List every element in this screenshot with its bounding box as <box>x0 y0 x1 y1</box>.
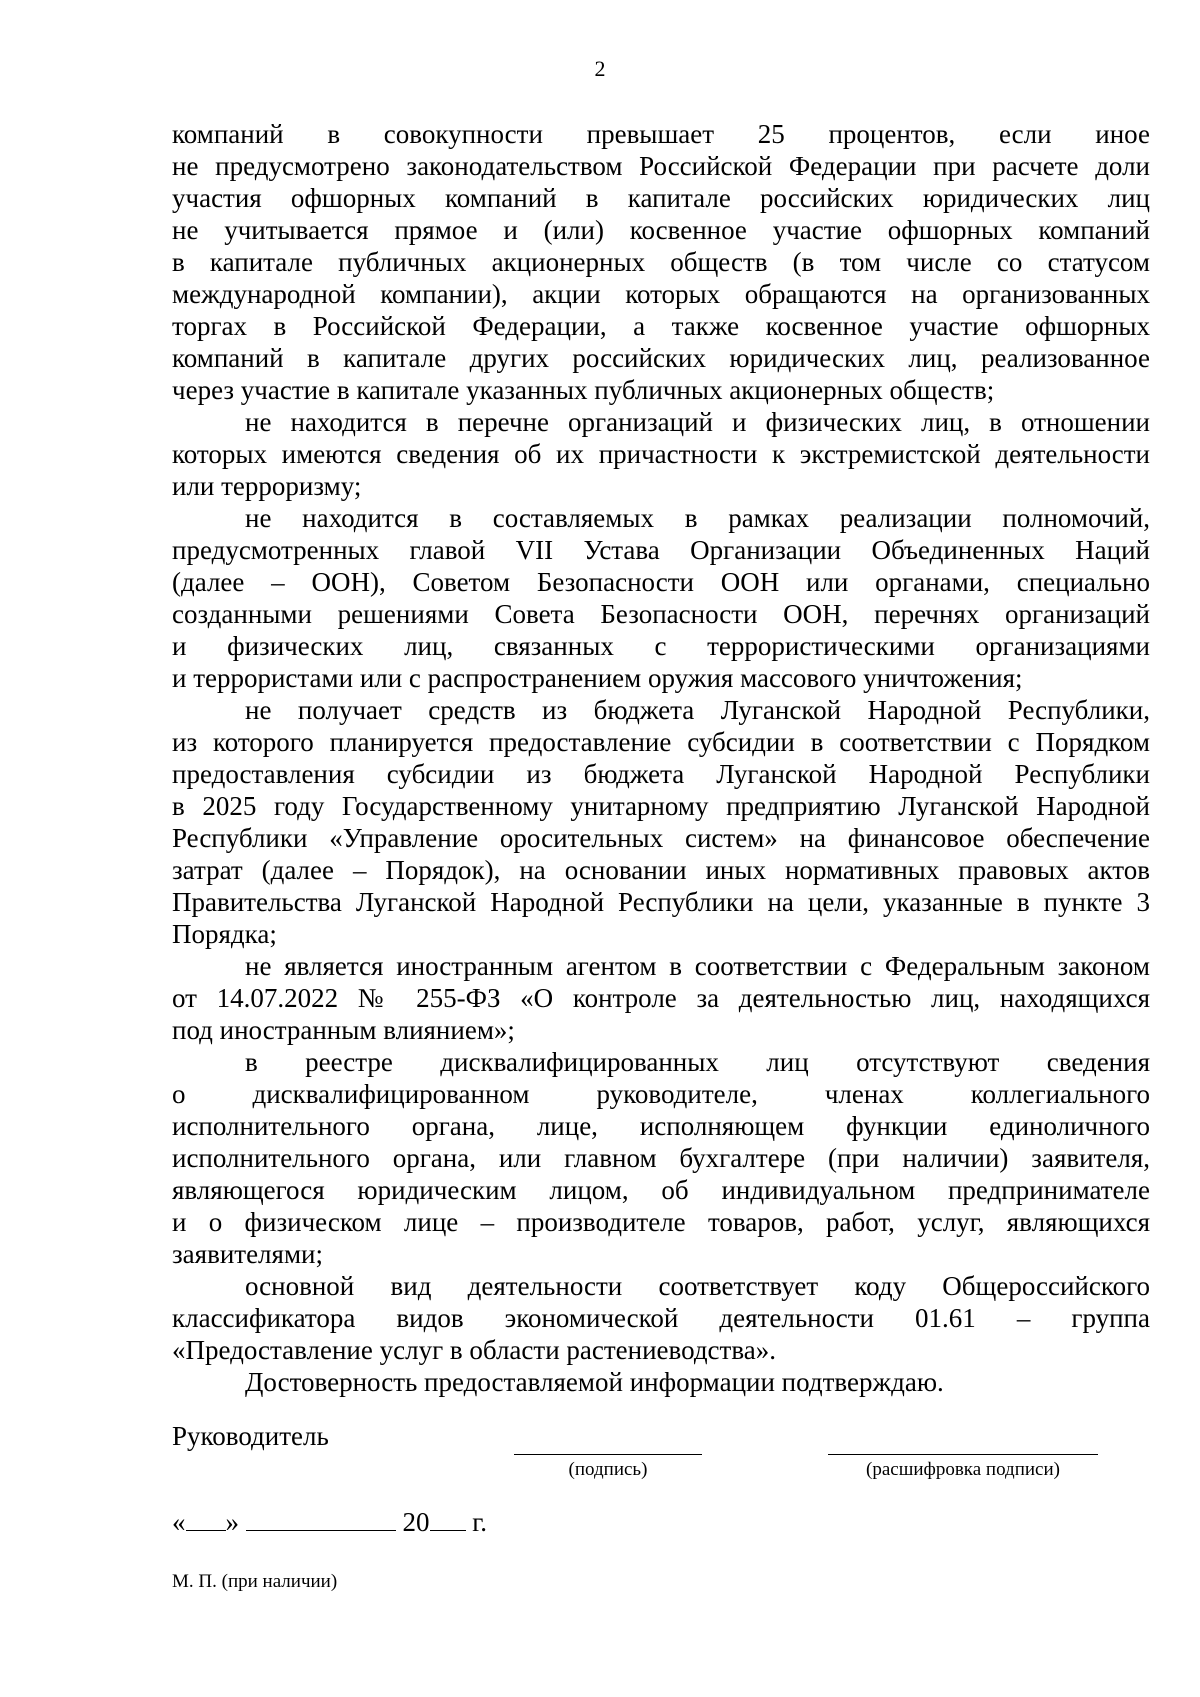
text-line: заявителями; <box>172 1239 323 1269</box>
text-line: и физических лиц, связанных с террористическими организациями <box>172 631 1150 661</box>
document-body <box>172 118 1150 1398</box>
stamp-note: М. П. (при наличии) <box>172 1571 338 1592</box>
date-close-quote: » <box>225 1507 239 1537</box>
paragraph <box>172 502 1150 694</box>
text-line: компаний в капитале других российских юридических лиц, реализованное <box>172 343 1150 373</box>
text-line: о дисквалифицированном руководителе, членах коллегиального <box>172 1079 1150 1109</box>
signature-line <box>514 1454 702 1455</box>
paragraph <box>172 1046 1150 1270</box>
date-month-blank <box>246 1506 396 1531</box>
text-line: «Предоставление услуг в области растениеводства». <box>172 1335 776 1365</box>
text-line: компаний в совокупности превышает 25 процентов, если иное <box>172 119 1150 149</box>
text-line: которых имеются сведения об их причастности к экстремистской деятельности <box>172 439 1150 469</box>
text-line: в капитале публичных акционерных обществ (в том числе со статусом <box>172 247 1150 277</box>
name-decoding-line <box>828 1454 1098 1455</box>
paragraph <box>172 694 1150 950</box>
text-line: не является иностранным агентом в соответствии с Федеральным законом <box>245 951 1150 981</box>
text-line: Правительства Луганской Народной Республики на цели, указанные в пункте 3 <box>172 887 1150 917</box>
text-line: в реестре дисквалифицированных лиц отсутствуют сведения <box>245 1047 1150 1077</box>
text-line: и о физическом лице – производителе товаров, работ, услуг, являющихся <box>172 1207 1150 1237</box>
date-line <box>172 1506 487 1538</box>
text-line: не находится в перечне организаций и физических лиц, в отношении <box>245 407 1150 437</box>
text-line: международной компании), акции которых обращаются на организованных <box>172 279 1150 309</box>
paragraph <box>172 1366 1150 1398</box>
text-line: под иностранным влиянием»; <box>172 1015 515 1045</box>
text-line: в 2025 году Государственному унитарному предприятию Луганской Народной <box>172 791 1150 821</box>
text-line: исполнительного органа, или главном бухгалтере (при наличии) заявителя, <box>172 1143 1150 1173</box>
text-line: классификатора видов экономической деятельности 01.61 – группа <box>172 1303 1150 1333</box>
paragraph <box>172 118 1150 406</box>
position-title: Руководитель <box>172 1421 329 1451</box>
text-line: являющегося юридическим лицом, об индивидуальном предпринимателе <box>172 1175 1150 1205</box>
text-line: Республики «Управление оросительных систем» на финансовое обеспечение <box>172 823 1150 853</box>
date-open-quote: « <box>172 1507 186 1537</box>
text-line: предусмотренных главой VII Устава Организации Объединенных Наций <box>172 535 1150 565</box>
date-year-blank <box>430 1506 466 1531</box>
date-year-prefix: 20 <box>402 1507 430 1537</box>
text-line: от 14.07.2022 № 255-ФЗ «О контроле за деятельностью лиц, находящихся <box>172 983 1150 1013</box>
signature-block <box>172 1420 1150 1650</box>
signature-caption: (подпись) <box>568 1459 648 1480</box>
paragraph <box>172 406 1150 502</box>
text-line: торгах в Российской Федерации, а также косвенное участие офшорных <box>172 311 1150 341</box>
paragraph <box>172 1270 1150 1366</box>
text-line: из которого планируется предоставление субсидии в соответствии с Порядком <box>172 727 1150 757</box>
text-line: Достоверность предоставляемой информации подтверждаю. <box>245 1367 944 1397</box>
text-line: и террористами или с распространением оружия массового уничтожения; <box>172 663 1023 693</box>
date-year-suffix: г. <box>472 1507 488 1537</box>
text-line: не получает средств из бюджета Луганской Народной Республики, <box>245 695 1150 725</box>
name-decoding-caption: (расшифровка подписи) <box>866 1459 1060 1480</box>
text-line: не учитывается прямое и (или) косвенное участие офшорных компаний <box>172 215 1150 245</box>
page-number: 2 <box>594 56 606 81</box>
paragraph <box>172 950 1150 1046</box>
text-line: основной вид деятельности соответствует коду Общероссийского <box>245 1271 1150 1301</box>
text-line: участия офшорных компаний в капитале российских юридических лиц <box>172 183 1150 213</box>
text-line: исполнительного органа, лице, исполняющем функции единоличного <box>172 1111 1150 1141</box>
text-line: Порядка; <box>172 919 277 949</box>
text-line: предоставления субсидии из бюджета Луганской Народной Республики <box>172 759 1150 789</box>
date-day-blank <box>186 1506 226 1531</box>
text-line: созданными решениями Совета Безопасности ООН, перечнях организаций <box>172 599 1150 629</box>
text-line: через участие в капитале указанных публичных акционерных обществ; <box>172 375 995 405</box>
text-line: или терроризму; <box>172 471 362 501</box>
text-line: не находится в составляемых в рамках реализации полномочий, <box>245 503 1150 533</box>
text-line: (далее – ООН), Советом Безопасности ООН или органами, специально <box>172 567 1150 597</box>
text-line: не предусмотрено законодательством Российской Федерации при расчете доли <box>172 151 1150 181</box>
text-line: затрат (далее – Порядок), на основании иных нормативных правовых актов <box>172 855 1150 885</box>
